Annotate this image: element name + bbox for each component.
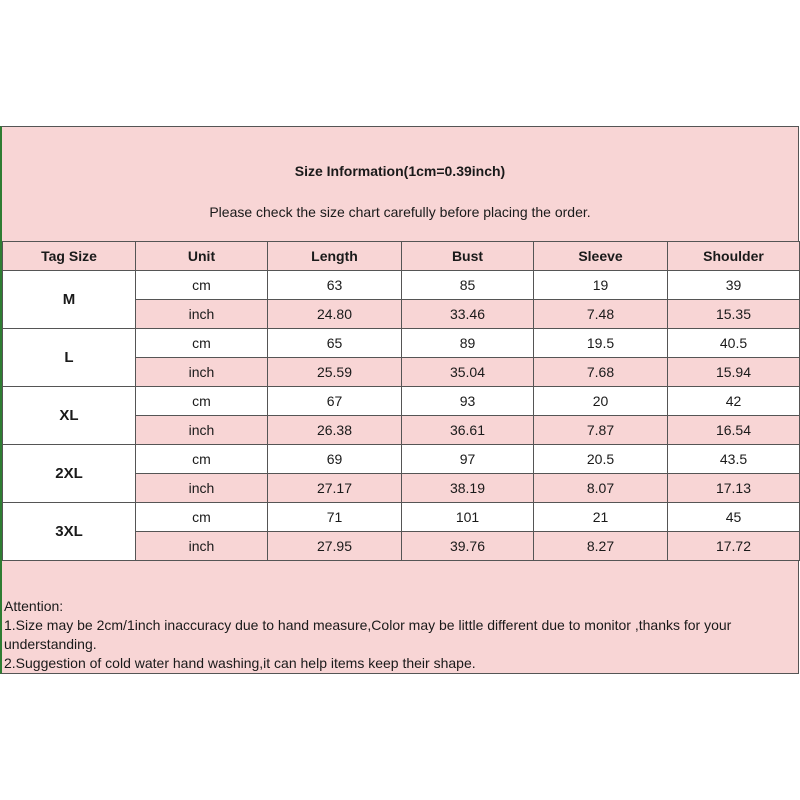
unit-cell: inch xyxy=(136,532,268,561)
measurement-cell: 19 xyxy=(534,271,668,300)
measurement-cell: 65 xyxy=(268,329,402,358)
header-tag-size: Tag Size xyxy=(3,242,136,271)
measurement-cell: 71 xyxy=(268,503,402,532)
measurement-cell: 27.17 xyxy=(268,474,402,503)
table-row xyxy=(3,445,800,474)
measurement-cell: 19.5 xyxy=(534,329,668,358)
measurement-cell: 38.19 xyxy=(402,474,534,503)
measurement-cell: 20 xyxy=(534,387,668,416)
measurement-cell: 36.61 xyxy=(402,416,534,445)
measurement-cell: 43.5 xyxy=(668,445,800,474)
attention-notes xyxy=(4,597,794,673)
tag-size-cell: M xyxy=(3,271,136,329)
measurement-cell: 89 xyxy=(402,329,534,358)
measurement-cell: 24.80 xyxy=(268,300,402,329)
unit-cell: cm xyxy=(136,329,268,358)
measurement-cell: 67 xyxy=(268,387,402,416)
unit-cell: cm xyxy=(136,503,268,532)
measurement-cell: 15.94 xyxy=(668,358,800,387)
header-sleeve: Sleeve xyxy=(534,242,668,271)
measurement-cell: 39 xyxy=(668,271,800,300)
measurement-cell: 40.5 xyxy=(668,329,800,358)
measurement-cell: 33.46 xyxy=(402,300,534,329)
measurement-cell: 101 xyxy=(402,503,534,532)
unit-cell: inch xyxy=(136,358,268,387)
header-unit: Unit xyxy=(136,242,268,271)
tag-size-cell: 2XL xyxy=(3,445,136,503)
tag-size-cell: XL xyxy=(3,387,136,445)
measurement-cell: 93 xyxy=(402,387,534,416)
measurement-cell: 85 xyxy=(402,271,534,300)
measurement-cell: 69 xyxy=(268,445,402,474)
header-shoulder: Shoulder xyxy=(668,242,800,271)
measurement-cell: 7.68 xyxy=(534,358,668,387)
chart-title: Size Information(1cm=0.39inch) xyxy=(294,163,506,179)
unit-cell: cm xyxy=(136,445,268,474)
measurement-cell: 25.59 xyxy=(268,358,402,387)
size-table xyxy=(2,241,800,561)
size-chart xyxy=(0,126,799,674)
measurement-cell: 17.72 xyxy=(668,532,800,561)
measurement-cell: 42 xyxy=(668,387,800,416)
measurement-cell: 20.5 xyxy=(534,445,668,474)
measurement-cell: 27.95 xyxy=(268,532,402,561)
table-row xyxy=(3,271,800,300)
header-row xyxy=(3,242,800,271)
measurement-cell: 21 xyxy=(534,503,668,532)
measurement-cell: 7.48 xyxy=(534,300,668,329)
measurement-cell: 63 xyxy=(268,271,402,300)
table-row xyxy=(3,387,800,416)
header-length: Length xyxy=(268,242,402,271)
size-table-body xyxy=(3,271,800,561)
measurement-cell: 45 xyxy=(668,503,800,532)
table-row xyxy=(3,503,800,532)
unit-cell: cm xyxy=(136,387,268,416)
measurement-cell: 16.54 xyxy=(668,416,800,445)
measurement-cell: 35.04 xyxy=(402,358,534,387)
table-row xyxy=(3,329,800,358)
unit-cell: inch xyxy=(136,474,268,503)
chart-subtitle: Please check the size chart carefully before placing the order. xyxy=(209,204,591,220)
attention-note-1: 1.Size may be 2cm/1inch inaccuracy due to hand measure,Color may be little different due to monitor ,thanks for your understanding. xyxy=(4,617,732,652)
tag-size-cell: 3XL xyxy=(3,503,136,561)
measurement-cell: 26.38 xyxy=(268,416,402,445)
tag-size-cell: L xyxy=(3,329,136,387)
attention-note-2: 2.Suggestion of cold water hand washing,it can help items keep their shape. xyxy=(4,655,476,671)
measurement-cell: 17.13 xyxy=(668,474,800,503)
measurement-cell: 97 xyxy=(402,445,534,474)
unit-cell: cm xyxy=(136,271,268,300)
measurement-cell: 15.35 xyxy=(668,300,800,329)
attention-heading: Attention: xyxy=(4,598,64,614)
measurement-cell: 39.76 xyxy=(402,532,534,561)
unit-cell: inch xyxy=(136,300,268,329)
measurement-cell: 8.27 xyxy=(534,532,668,561)
unit-cell: inch xyxy=(136,416,268,445)
header-bust: Bust xyxy=(402,242,534,271)
measurement-cell: 8.07 xyxy=(534,474,668,503)
measurement-cell: 7.87 xyxy=(534,416,668,445)
